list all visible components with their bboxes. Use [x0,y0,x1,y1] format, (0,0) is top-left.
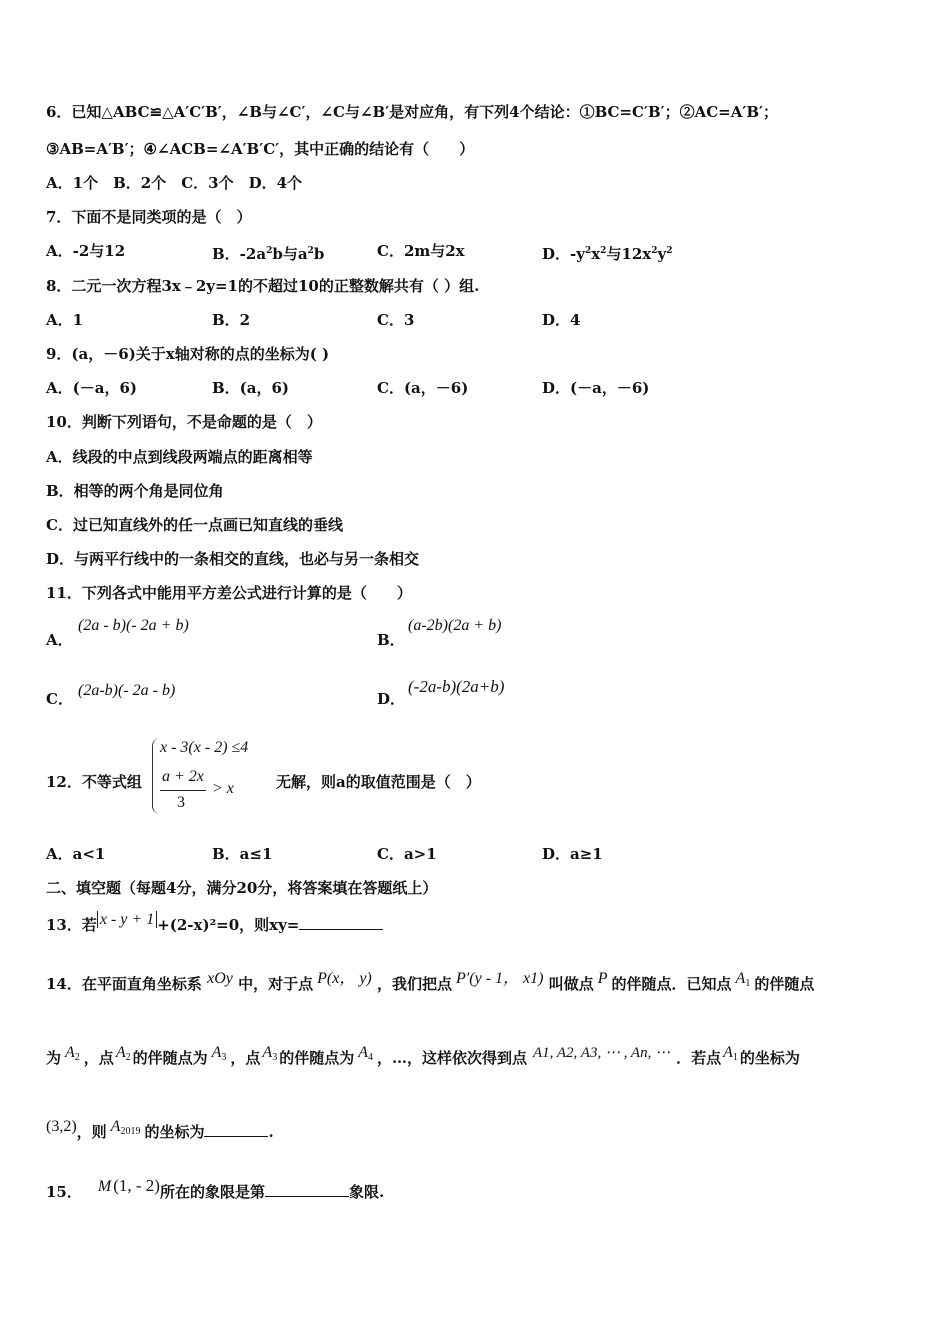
q7-stem: 7．下面不是同类项的是（ ） [46,208,252,226]
q8-stem: 8．二元一次方程3x﹣2y=1的不超过10的正整数解共有（ ）组. [46,277,480,295]
q11-option-b-expr: (a-2b)(2a + b) [408,617,502,634]
q9-option-d: D．(－a，－6) [542,379,650,397]
q14-line2: 为 $A_2$ ，点 $A_2$ 的伴随点为 $A_3$ ，点 $A_3$ 的伴随点为 $A_4$ ，…，这样依次得到点 A1, A2, A3, ⋯ , An, ⋯ ．若点 $A_1$ 的坐标为 [46,1044,800,1067]
q11-option-c-expr: (2a-b)(- 2a - b) [78,682,176,699]
q13-abs-expr: x - y + 1 [97,911,157,928]
q11-option-b-label: B． [377,631,405,649]
q15-answer-blank [265,1182,349,1197]
q11-option-d-label: D． [377,690,406,708]
q7-option-b: B．$-2a^2b$与$a^2b$ [212,245,325,263]
q15-line: 15． M (1, - 2)所在的象限是第 象限. [46,1176,385,1201]
q12-fraction-bar [160,790,206,791]
q11-option-a-label: A． [46,631,73,649]
q12-gt-x: > x [212,780,234,797]
section-heading: 二、填空题（每题4分，满分20分，将答案填在答题纸上） [46,879,438,897]
q7-option-c: C．2m与2x [377,242,465,260]
q6-line1: 6．已知△ABC≌△A′C′B′，∠B与∠C′，∠C与∠B′是对应角，有下列4个结论：①BC=C′B′；②AC=A′B′； [46,103,778,121]
q8-option-d: D．4 [542,311,581,329]
q11-option-c-label: C． [46,690,73,708]
q6-options: A．1个 B．2个 C．3个 D．4个 [46,174,303,192]
q14-line3: (3,2)，则 $A_{2019}$ 的坐标为 . [46,1118,274,1141]
q11-option-a-expr: (2a - b)(- 2a + b) [78,617,189,634]
q9-stem: 9．(a，－6)关于x轴对称的点的坐标为( ) [46,345,330,363]
q12-fraction-denominator: 3 [177,794,185,811]
q11-option-d-expr: (-2a-b)(2a+b) [408,677,505,696]
q10-option-c: C．过已知直线外的任一点画已知直线的垂线 [46,516,343,534]
q13-line: 13．若 x - y + 1 +(2-x)²=0，则xy= [46,915,383,936]
q8-option-a: A．1 [46,311,84,329]
q7-option-a: A．-2与12 [46,242,126,260]
q12-inequality-1: x - 3(x - 2) ≤4 [160,739,249,756]
q12-option-b: B．a≤1 [212,845,273,863]
q10-option-b: B．相等的两个角是同位角 [46,482,224,500]
q9-option-b: B．(a，6) [212,379,290,397]
q8-option-b: B．2 [212,311,251,329]
q13-answer-blank [299,915,383,930]
q10-stem: 10．判断下列语句，不是命题的是（ ） [46,413,322,431]
q6-line2: ③AB=A′B′；④∠ACB=∠A′B′C′，其中正确的结论有（ ） [46,140,475,158]
q8-option-c: C．3 [377,311,415,329]
q12-option-a: A．a<1 [46,845,106,863]
q12-stem: 12．不等式组 [46,773,142,791]
q9-option-c: C．(a，－6) [377,379,469,397]
q10-option-d: D．与两平行线中的一条相交的直线，也必与另一条相交 [46,550,420,568]
q10-option-a: A．线段的中点到线段两端点的距离相等 [46,448,313,466]
q12-option-d: D．a≥1 [542,845,603,863]
q11-stem: 11．下列各式中能用平方差公式进行计算的是（ ） [46,584,412,602]
q12-option-c: C．a>1 [377,845,437,863]
q12-fraction-numerator: a + 2x [162,768,204,785]
q9-option-a: A．(－a，6) [46,379,137,397]
q14-line1: 14．在平面直角坐标系 xOy 中，对于点 P(x， y) ，我们把点 P′(y - 1， x1) 叫做点 P 的伴随点．已知点 $A_1$ 的伴随点 [46,970,815,993]
q7-option-d: D．$-y^2x^2$与$12x^2y^2$ [542,245,673,263]
q14-answer-blank [204,1122,268,1137]
q12-tail: 无解，则a的取值范围是（ ） [276,773,481,791]
